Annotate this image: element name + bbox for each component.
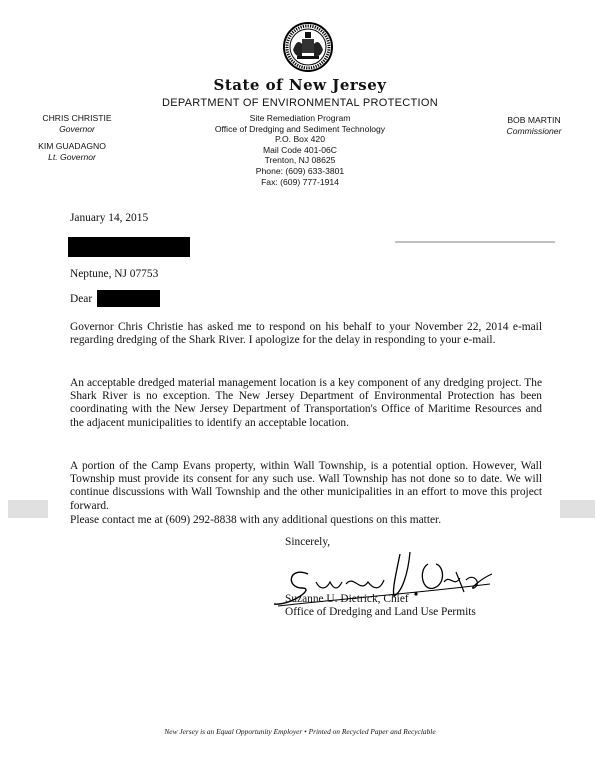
- commissioner-name: BOB MARTIN: [507, 115, 561, 125]
- governor-block: [42, 113, 112, 134]
- office-line: Site Remediation Program: [249, 113, 351, 123]
- lt-governor-name: KIM GUADAGNO: [38, 141, 106, 151]
- state-seal-icon: [283, 22, 333, 72]
- scan-speckle: [560, 500, 595, 518]
- redacted-recipient-name: [68, 237, 190, 257]
- department-name: DEPARTMENT OF ENVIRONMENTAL PROTECTION: [161, 97, 439, 109]
- signer-office: Office of Dredging and Land Use Permits: [285, 606, 476, 618]
- office-line: Fax: (609) 777-1914: [261, 176, 339, 187]
- governor-title: Governor: [59, 123, 95, 134]
- office-address-block: [190, 113, 410, 187]
- lt-governor-block: [37, 141, 107, 162]
- scan-speckle: [395, 241, 555, 243]
- office-line: P.O. Box 420: [274, 134, 325, 145]
- office-line: Office of Dredging and Sediment Technology: [214, 123, 386, 134]
- letter-date: January 14, 2015: [70, 212, 149, 224]
- signer-name-title: Suzanne U. Dietrick, Chief: [285, 593, 409, 605]
- office-line: Mail Code 401-06C: [262, 144, 338, 155]
- letter-paragraph: An acceptable dredged material management location is a key component of any dredging project. The Shark River is no exception. The New Jersey Department of Environmental Protection has been coordinating with the New Jersey Department of Transportation's Office of Maritime Resources and the adjacent municipalities to identify an acceptable location.: [70, 377, 542, 429]
- letter-paragraph: A portion of the Camp Evans property, within Wall Township, is a potential option. However, Wall Township must provide its consent for any such use. Wall Township has not done so to date. We will continue discussions with Wall Township and the other municipalities in an effort to move this project forward.: [70, 460, 542, 512]
- office-line: Trenton, NJ 08625: [264, 155, 336, 166]
- state-title: State of New Jersey: [213, 76, 387, 94]
- governor-name: CHRIS CHRISTIE: [42, 113, 112, 123]
- contact-line: Please contact me at (609) 292-8838 with any additional questions on this matter.: [70, 514, 442, 526]
- scan-speckle: [8, 500, 48, 518]
- lt-governor-title: Lt. Governor: [48, 151, 96, 162]
- commissioner-title: Commissioner: [506, 125, 562, 136]
- redacted-salutation-name: [97, 290, 160, 307]
- commissioner-block: [500, 115, 568, 136]
- closing: Sincerely,: [285, 536, 331, 548]
- footer-note: New Jersey is an Equal Opportunity Employer • Printed on Recycled Paper and Recyclable: [164, 727, 436, 736]
- recipient-city: Neptune, NJ 07753: [70, 268, 159, 280]
- letter-paragraph: Governor Chris Christie has asked me to respond on his behalf to your November 22, 2014 e-mail regarding dredging of the Shark River. I apologize for the delay in responding to your e-mail.: [70, 321, 542, 347]
- salutation: Dear: [70, 293, 93, 305]
- office-line: Phone: (609) 633-3801: [255, 165, 345, 176]
